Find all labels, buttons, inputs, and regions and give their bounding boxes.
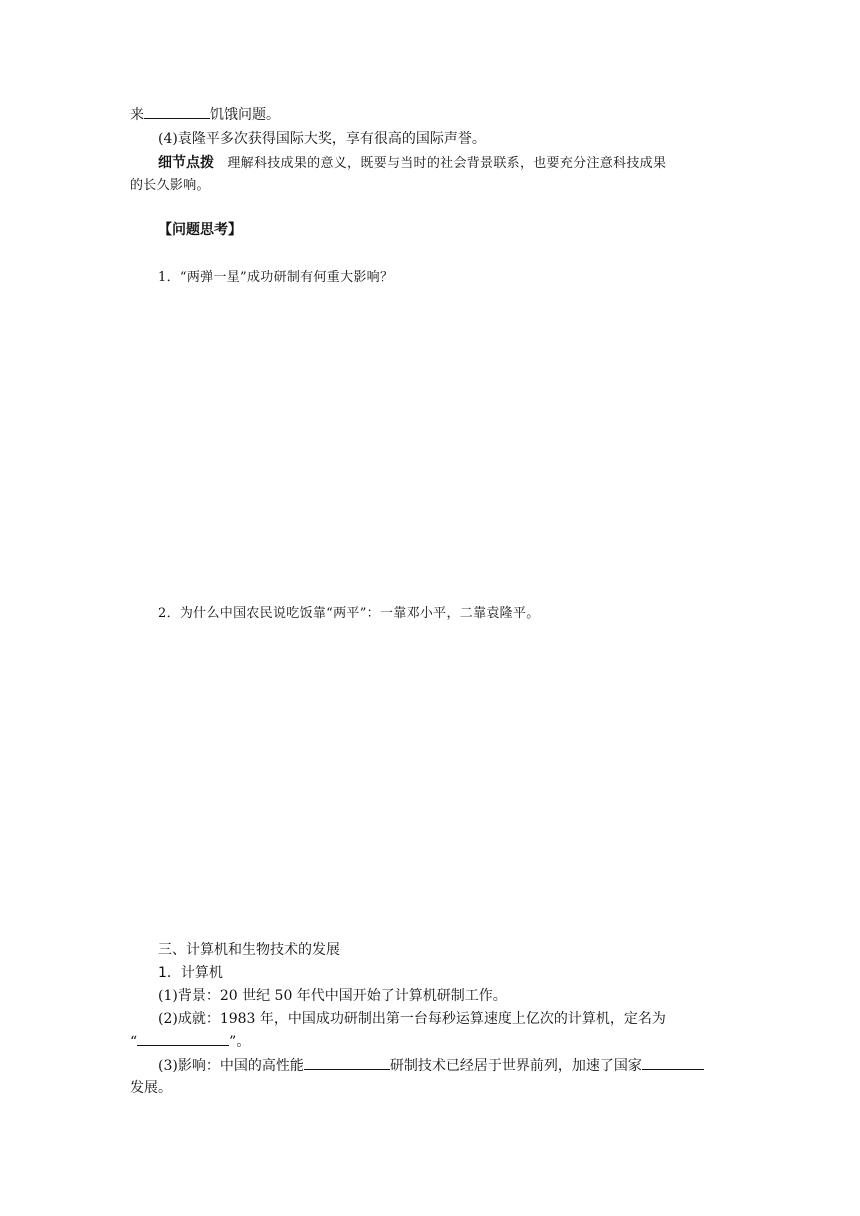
detail-tip-text-cont: 的长久影响。 bbox=[130, 178, 210, 193]
questions-heading: 【问题思考】 bbox=[158, 222, 242, 238]
text-line-1 bbox=[130, 104, 280, 125]
text-fragment: ”。 bbox=[229, 1034, 251, 1050]
achievement-item-cont bbox=[130, 1031, 250, 1052]
text-fragment: “ bbox=[130, 1034, 138, 1050]
impact-item-cont: 发展。 bbox=[130, 1080, 172, 1096]
text-line-2: (4)袁隆平多次获得国际大奖，享有很高的国际声誉。 bbox=[158, 131, 486, 147]
fill-in-blank bbox=[642, 1055, 704, 1070]
impact-item bbox=[158, 1055, 704, 1076]
fill-in-blank bbox=[144, 104, 210, 119]
text-fragment: 饥饿问题。 bbox=[210, 107, 280, 123]
fill-in-blank bbox=[304, 1055, 390, 1070]
background-item: (1)背景：20 世纪 50 年代中国开始了计算机研制工作。 bbox=[158, 988, 507, 1004]
fill-in-blank bbox=[137, 1031, 229, 1046]
text-fragment: (3)影响：中国的高性能 bbox=[158, 1058, 304, 1074]
question-1: 1．“两弹一星”成功研制有何重大影响？ bbox=[158, 270, 394, 285]
section-heading: 三、计算机和生物技术的发展 bbox=[158, 942, 340, 958]
text-fragment: 研制技术已经居于世界前列，加速了国家 bbox=[389, 1058, 642, 1074]
question-2: 2．为什么中国农民说吃饭靠“两平”：一靠邓小平，二靠袁隆平。 bbox=[158, 606, 540, 621]
text-fragment: 来 bbox=[130, 107, 144, 123]
detail-tip-text: 理解科技成果的意义，既要与当时的社会背景联系，也要充分注意科技成果 bbox=[227, 156, 667, 171]
detail-tip-line bbox=[158, 153, 666, 174]
achievement-item: (2)成就：1983 年，中国成功研制出第一台每秒运算速度上亿次的计算机，定名为 bbox=[158, 1011, 666, 1027]
detail-tip-label: 细节点拨 bbox=[158, 155, 214, 171]
subsection-heading: 1．计算机 bbox=[158, 965, 223, 981]
